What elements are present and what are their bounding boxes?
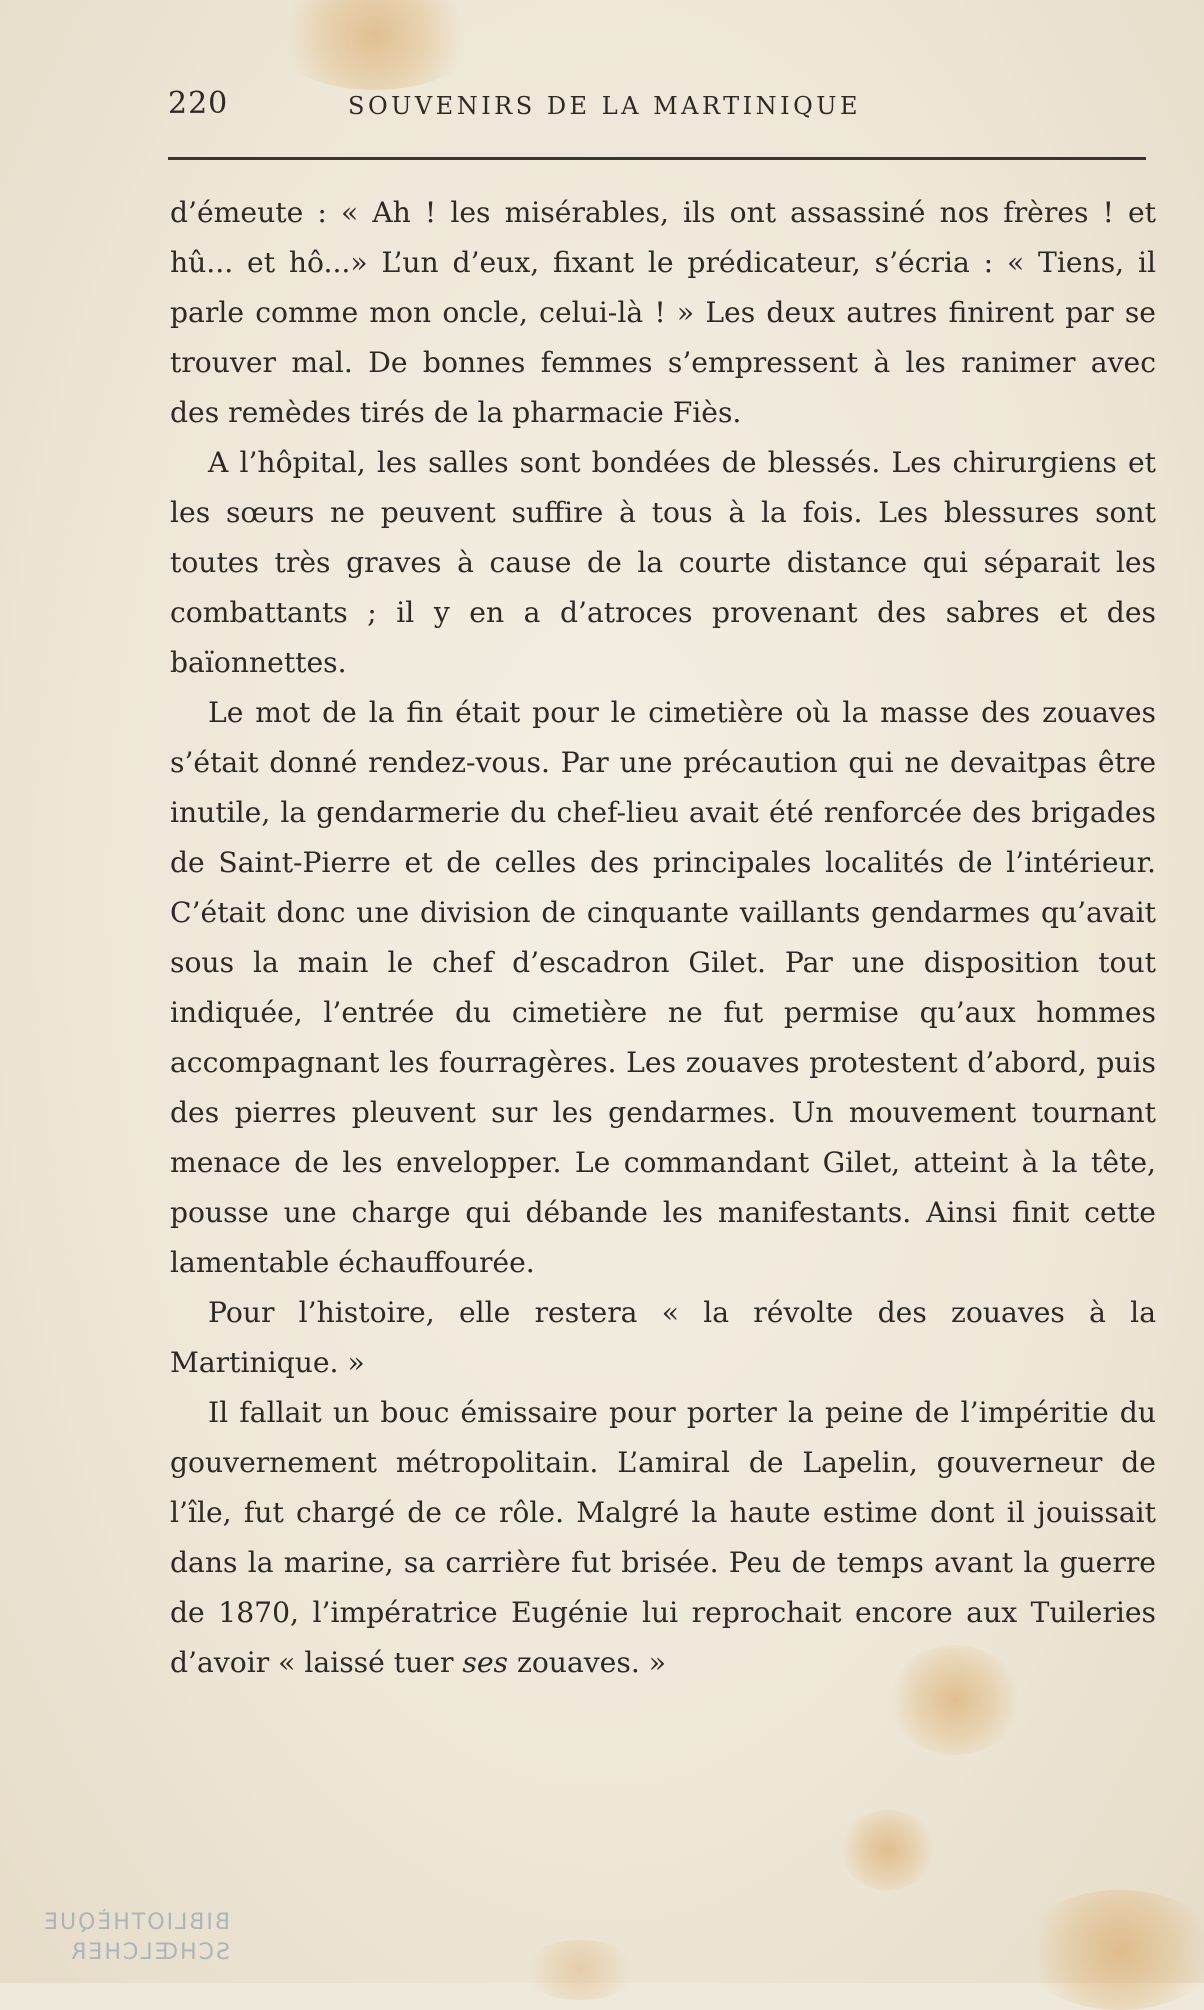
- last-line-end: zouaves. »: [508, 1646, 666, 1679]
- foxing-stain: [270, 0, 480, 90]
- library-stamp: [0, 1908, 230, 1983]
- page-number: 220: [168, 86, 229, 121]
- paragraph: Le mot de la fin était pour le cimetière où la masse des zouaves s’était donné rendez-vous. Par une précaution qui ne devaitpas être inutile, la gendarmerie du chef-lieu avait été renforcée des brigades de Saint-Pierre et de celles des principales localités de l’intérieur. C’était donc une division de cinquante vaillants gendarmes qu’avait sous la main le chef d’escadron Gilet. Par une disposition tout indiquée, l’entrée du cimetière ne fut permise qu’aux hommes accompagnant les fourragères. Les zouaves protestent d’abord, puis des pierres pleuvent sur les gendarmes. Un mouvement tournant menace de les envelopper. Le commandant Gilet, atteint à la tête, pousse une charge qui débande les manifestants. Ainsi finit cette lamentable échauffourée.: [170, 696, 1156, 1279]
- header-rule: [168, 157, 1146, 160]
- stamp-line: BIBLIOTHÈQUE: [42, 1910, 230, 1935]
- foxing-stain: [1020, 1890, 1204, 2010]
- paragraph: [170, 1388, 1156, 1688]
- emphasis-word: ses: [462, 1646, 509, 1679]
- foxing-stain: [520, 1940, 640, 2000]
- paragraph-text: Il fallait un bouc émissaire pour porter la peine de l’impéritie du gouvernement métropolitain. L’amiral de Lapelin, gouverneur de l’île, fut chargé de ce rôle. Malgré la haute estime dont il jouissait dans la marine, sa carrière fut brisée. Peu de temps avant la guerre de 1870, l’impératrice Eugénie lui reprochait encore aux Tuileries d’avoir: [170, 1396, 1156, 1679]
- body-text: [170, 188, 1156, 1688]
- stamp-line: SCHŒLCHER: [69, 1940, 230, 1965]
- paragraph: Pour l’histoire, elle restera « la révolte des zouaves à la Martinique. »: [170, 1296, 1156, 1379]
- paragraph: A l’hôpital, les salles sont bondées de blessés. Les chirurgiens et les sœurs ne peuvent suffire à tous à la fois. Les blessures sont toutes très graves à cause de la courte distance qui séparait les combattants ; il y en a d’atroces provenant des sabres et des baïonnettes.: [170, 446, 1156, 679]
- foxing-stain: [840, 1810, 935, 1890]
- paragraph: d’émeute : « Ah ! les misérables, ils ont assassiné nos frères ! et hû... et hô...» L’un d’eux, fixant le prédicateur, s’écria : « Tiens, il parle comme mon oncle, celui-là ! » Les deux autres finirent par se trouver mal. De bonnes femmes s’empressent à les ranimer avec des remèdes tirés de la pharmacie Fiès.: [170, 196, 1156, 429]
- running-title: SOUVENIRS DE LA MARTINIQUE: [348, 92, 862, 120]
- last-line-start: « laissé tuer: [278, 1646, 463, 1679]
- running-head: [168, 86, 1144, 126]
